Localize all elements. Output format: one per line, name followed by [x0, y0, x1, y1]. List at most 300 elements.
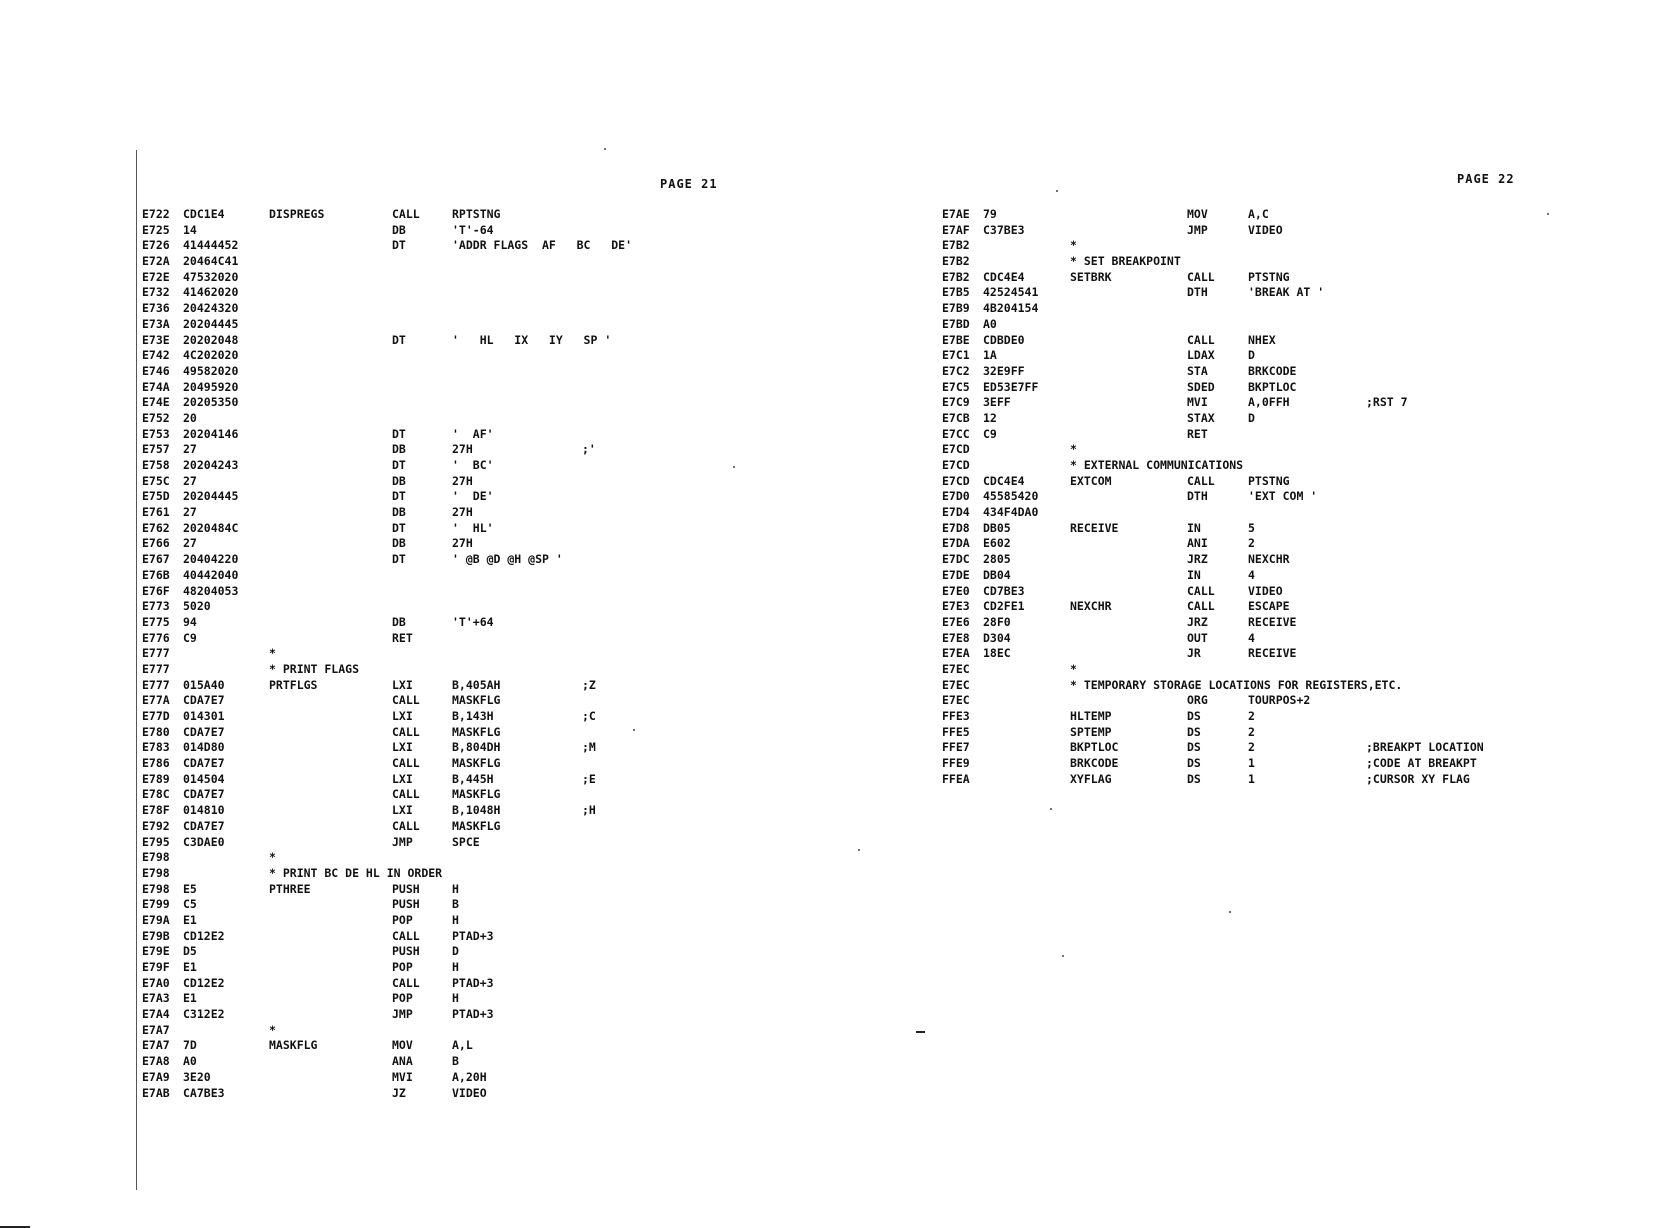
listing-line — [142, 1038, 742, 1054]
address-cell: E7CD — [942, 473, 970, 488]
listing-line — [142, 458, 742, 474]
object-code-cell: 20204243 — [183, 458, 239, 472]
scan-mark — [916, 1031, 925, 1033]
address-cell: E7AB — [142, 1085, 170, 1100]
object-code-cell: 2020484C — [183, 520, 239, 535]
listing-line — [142, 866, 742, 882]
object-code-cell: 18EC — [983, 646, 1011, 661]
mnemonic-cell: DT — [392, 489, 406, 504]
operand-cell: NHEX — [1248, 332, 1276, 347]
object-code-cell: 14 — [183, 222, 197, 237]
address-cell: E7BD — [942, 316, 970, 331]
mnemonic-cell: DT — [392, 426, 406, 441]
address-cell: E780 — [142, 724, 170, 739]
listing-line — [142, 505, 742, 521]
object-code-cell: E1 — [183, 912, 197, 927]
operand-cell: B — [452, 897, 459, 912]
mnemonic-cell: JMP — [1187, 222, 1208, 237]
mnemonic-cell: LXI — [392, 803, 413, 818]
object-code-cell: 79 — [983, 207, 997, 221]
operand-cell: 2 — [1248, 709, 1255, 723]
object-code-cell: 434F4DA0 — [983, 505, 1039, 520]
address-cell: E795 — [142, 834, 170, 849]
operand-cell: H — [452, 960, 459, 974]
listing-line — [142, 348, 742, 364]
mnemonic-cell: JRZ — [1187, 614, 1208, 629]
object-code-cell: D5 — [183, 944, 197, 959]
operand-cell: 27H — [452, 536, 473, 551]
object-code-cell: C5 — [183, 897, 197, 912]
label-cell: * — [269, 850, 276, 865]
operand-cell: 4 — [1248, 567, 1255, 582]
address-cell: E73A — [142, 316, 170, 331]
object-code-cell: CDC4E4 — [983, 473, 1025, 488]
operand-cell: VIDEO — [1248, 222, 1283, 237]
mnemonic-cell: DT — [392, 332, 406, 347]
address-cell: E73E — [142, 332, 170, 347]
mnemonic-cell: DTH — [1187, 285, 1208, 300]
listing-line — [142, 333, 742, 349]
mnemonic-cell: JMP — [392, 1007, 413, 1022]
address-cell: E726 — [142, 238, 170, 253]
operand-cell: ' HL' — [452, 520, 494, 535]
listing-line — [942, 568, 1582, 584]
object-code-cell: 41462020 — [183, 285, 239, 300]
listing-line — [142, 882, 742, 898]
label-cell: * EXTERNAL COMMUNICATIONS — [1070, 458, 1244, 472]
label-cell: BKPTLOC — [1070, 740, 1119, 755]
object-code-cell: CDA7E7 — [183, 756, 225, 771]
listing-line — [942, 646, 1582, 662]
address-cell: E77A — [142, 693, 170, 708]
mnemonic-cell: DB — [392, 473, 406, 488]
label-cell: XYFLAG — [1070, 771, 1112, 786]
address-cell: E7B2 — [942, 269, 970, 284]
object-code-cell: E1 — [183, 991, 197, 1006]
mnemonic-cell: CALL — [392, 693, 420, 708]
listing-line — [142, 1086, 742, 1102]
address-cell: E75D — [142, 489, 170, 504]
operand-cell: 5 — [1248, 520, 1255, 535]
mnemonic-cell: MVI — [1187, 395, 1208, 410]
object-code-cell: 48204053 — [183, 583, 239, 598]
mnemonic-cell: STA — [1187, 363, 1208, 378]
object-code-cell: C37BE3 — [983, 222, 1025, 237]
operand-cell: VIDEO — [452, 1085, 487, 1100]
listing-line — [142, 725, 742, 741]
listing-line — [142, 238, 742, 254]
listing-line — [142, 552, 742, 568]
operand-cell: 'EXT COM ' — [1248, 489, 1318, 504]
listing-line — [142, 991, 742, 1007]
operand-cell: 27H — [452, 442, 473, 457]
listing-line — [142, 270, 742, 286]
listing-line — [142, 803, 742, 819]
listing-line — [142, 395, 742, 411]
listing-line — [942, 709, 1582, 725]
object-code-cell: 20495920 — [183, 379, 239, 394]
operand-cell: 'T'+64 — [452, 614, 494, 629]
listing-line — [942, 207, 1582, 223]
listing-line — [942, 489, 1582, 505]
mnemonic-cell: CALL — [1187, 269, 1215, 284]
label-cell: MASKFLG — [269, 1038, 318, 1053]
object-code-cell: 20204445 — [183, 489, 239, 504]
address-cell: E7CD — [942, 458, 970, 472]
address-cell: E79A — [142, 912, 170, 927]
listing-line — [142, 285, 742, 301]
operand-cell: H — [452, 991, 459, 1006]
listing-line — [942, 756, 1582, 772]
mnemonic-cell: CALL — [1187, 332, 1215, 347]
listing-line — [942, 521, 1582, 537]
mnemonic-cell: LDAX — [1187, 348, 1215, 363]
address-cell: E7B5 — [942, 285, 970, 300]
address-cell: FFEA — [942, 771, 970, 786]
mnemonic-cell: SDED — [1187, 379, 1215, 394]
label-cell: * — [1070, 238, 1077, 253]
object-code-cell: 94 — [183, 614, 197, 629]
address-cell: E7E8 — [942, 630, 970, 645]
address-cell: E72A — [142, 254, 170, 269]
object-code-cell: 5020 — [183, 599, 211, 614]
address-cell: E777 — [142, 661, 170, 676]
label-cell: * — [1070, 442, 1077, 457]
address-cell: E783 — [142, 740, 170, 755]
operand-cell: B,405AH — [452, 677, 501, 692]
mnemonic-cell: DB — [392, 614, 406, 629]
address-cell: E7C9 — [942, 395, 970, 410]
listing-line — [942, 348, 1582, 364]
object-code-cell: 2805 — [983, 552, 1011, 567]
object-code-cell: CDA7E7 — [183, 787, 225, 802]
address-cell: E78F — [142, 803, 170, 818]
operand-cell: RECEIVE — [1248, 614, 1297, 629]
listing-line — [942, 505, 1582, 521]
operand-cell: MASKFLG — [452, 693, 501, 708]
operand-cell: VIDEO — [1248, 583, 1283, 598]
operand-cell: H — [452, 912, 459, 927]
address-cell: E742 — [142, 348, 170, 363]
object-code-cell: 20 — [183, 410, 197, 425]
listing-line — [142, 1007, 742, 1023]
object-code-cell: 20404220 — [183, 552, 239, 567]
address-cell: FFE9 — [942, 756, 970, 771]
object-code-cell: CD7BE3 — [983, 583, 1025, 598]
object-code-cell: 3E20 — [183, 1069, 211, 1084]
object-code-cell: CD12E2 — [183, 928, 225, 943]
address-cell: E7CB — [942, 410, 970, 425]
label-cell: PTHREE — [269, 881, 311, 896]
listing-line — [142, 819, 742, 835]
label-cell: NEXCHR — [1070, 599, 1112, 614]
operand-cell: D — [1248, 410, 1255, 425]
operand-cell: 2 — [1248, 740, 1255, 755]
object-code-cell: 42524541 — [983, 285, 1039, 300]
operand-cell: PTAD+3 — [452, 928, 494, 943]
mnemonic-cell: DB — [392, 222, 406, 237]
object-code-cell: ED53E7FF — [983, 379, 1039, 394]
listing-line — [942, 678, 1582, 694]
listing-line — [142, 1070, 742, 1086]
page-edge-line — [136, 150, 137, 1190]
comment-cell: ;RST 7 — [1366, 395, 1408, 410]
mnemonic-cell: DS — [1187, 740, 1201, 755]
label-cell: PRTFLGS — [269, 677, 318, 692]
object-code-cell: 1A — [983, 348, 997, 363]
operand-cell: 1 — [1248, 771, 1255, 786]
address-cell: E777 — [142, 677, 170, 692]
mnemonic-cell: ANA — [392, 1054, 413, 1069]
listing-line — [142, 913, 742, 929]
address-cell: E7E6 — [942, 614, 970, 629]
listing-line — [142, 489, 742, 505]
operand-cell: A,C — [1248, 207, 1269, 221]
operand-cell: 'BREAK AT ' — [1248, 285, 1325, 300]
mnemonic-cell: DS — [1187, 709, 1201, 723]
mnemonic-cell: LXI — [392, 740, 413, 755]
listing-line — [942, 364, 1582, 380]
operand-cell: 27H — [452, 473, 473, 488]
object-code-cell: 20204146 — [183, 426, 239, 441]
operand-cell: MASKFLG — [452, 724, 501, 739]
object-code-cell: CDA7E7 — [183, 724, 225, 739]
comment-cell: ;CODE AT BREAKPT — [1366, 756, 1477, 771]
listing-line — [942, 584, 1582, 600]
operand-cell: A,20H — [452, 1069, 487, 1084]
listing-line — [142, 380, 742, 396]
object-code-cell: E602 — [983, 536, 1011, 551]
listing-line — [942, 270, 1582, 286]
listing-line — [142, 207, 742, 223]
scan-speck — [1062, 955, 1064, 957]
address-cell: FFE7 — [942, 740, 970, 755]
address-cell: E76B — [142, 567, 170, 582]
scan-speck — [604, 148, 606, 150]
listing-line — [142, 772, 742, 788]
mnemonic-cell: POP — [392, 912, 413, 927]
address-cell: E7A4 — [142, 1007, 170, 1022]
mnemonic-cell: CALL — [1187, 583, 1215, 598]
mnemonic-cell: DT — [392, 520, 406, 535]
listing-line — [142, 646, 742, 662]
mnemonic-cell: DB — [392, 505, 406, 520]
mnemonic-cell: CALL — [1187, 599, 1215, 614]
address-cell: E7CC — [942, 426, 970, 441]
operand-cell: ESCAPE — [1248, 599, 1290, 614]
object-code-cell: E5 — [183, 881, 197, 896]
operand-cell: ' BC' — [452, 458, 494, 472]
listing-line — [142, 740, 742, 756]
address-cell: E732 — [142, 285, 170, 300]
mnemonic-cell: POP — [392, 960, 413, 974]
label-cell: * PRINT BC DE HL IN ORDER — [269, 865, 443, 880]
operand-cell: A,L — [452, 1038, 473, 1053]
object-code-cell: 3EFF — [983, 395, 1011, 410]
mnemonic-cell: LXI — [392, 709, 413, 723]
listing-line — [942, 380, 1582, 396]
address-cell: E762 — [142, 520, 170, 535]
scan-speck — [633, 729, 635, 731]
address-cell: E722 — [142, 207, 170, 221]
listing-line — [142, 364, 742, 380]
listing-line — [142, 944, 742, 960]
operand-cell: MASKFLG — [452, 818, 501, 833]
comment-cell: ;E — [582, 771, 596, 786]
comment-cell: ;CURSOR XY FLAG — [1366, 771, 1470, 786]
listing-line — [942, 442, 1582, 458]
address-cell: E761 — [142, 505, 170, 520]
object-code-cell: A0 — [983, 316, 997, 331]
comment-cell: ;C — [582, 709, 596, 723]
mnemonic-cell: DS — [1187, 724, 1201, 739]
operand-cell: B,1048H — [452, 803, 501, 818]
address-cell: E786 — [142, 756, 170, 771]
listing-line — [142, 584, 742, 600]
address-cell: E79E — [142, 944, 170, 959]
address-cell: E798 — [142, 865, 170, 880]
mnemonic-cell: DT — [392, 238, 406, 253]
object-code-cell: C3DAE0 — [183, 834, 225, 849]
address-cell: E7A0 — [142, 975, 170, 990]
listing-line — [142, 709, 742, 725]
object-code-cell: 20204445 — [183, 316, 239, 331]
address-cell: E7A7 — [142, 1022, 170, 1037]
address-cell: E74E — [142, 395, 170, 410]
mnemonic-cell: DS — [1187, 756, 1201, 771]
mnemonic-cell: IN — [1187, 567, 1201, 582]
object-code-cell: E1 — [183, 960, 197, 974]
operand-cell: BRKCODE — [1248, 363, 1297, 378]
mnemonic-cell: OUT — [1187, 630, 1208, 645]
address-cell: E79B — [142, 928, 170, 943]
object-code-cell: DB05 — [983, 520, 1011, 535]
address-cell: FFE5 — [942, 724, 970, 739]
mnemonic-cell: PUSH — [392, 897, 420, 912]
address-cell: E798 — [142, 881, 170, 896]
address-cell: E752 — [142, 410, 170, 425]
scan-speck — [858, 849, 860, 851]
object-code-cell: 7D — [183, 1038, 197, 1053]
address-cell: E798 — [142, 850, 170, 865]
listing-line — [142, 662, 742, 678]
mnemonic-cell: ORG — [1187, 693, 1208, 708]
address-cell: E776 — [142, 630, 170, 645]
object-code-cell: C312E2 — [183, 1007, 225, 1022]
address-cell: E758 — [142, 458, 170, 472]
page-number-left: PAGE 21 — [660, 177, 718, 191]
listing-line — [142, 693, 742, 709]
address-cell: E7A7 — [142, 1038, 170, 1053]
operand-cell: ' HL IX IY SP ' — [452, 332, 612, 347]
listing-line — [142, 254, 742, 270]
object-code-cell: CD2FE1 — [983, 599, 1025, 614]
listing-line — [942, 395, 1582, 411]
object-code-cell: 014810 — [183, 803, 225, 818]
address-cell: E746 — [142, 363, 170, 378]
operand-cell: ' AF' — [452, 426, 494, 441]
listing-line — [942, 458, 1582, 474]
mnemonic-cell: DS — [1187, 771, 1201, 786]
operand-cell: B — [452, 1054, 459, 1069]
operand-cell: B,804DH — [452, 740, 501, 755]
object-code-cell: 20424320 — [183, 301, 239, 316]
listing-line — [142, 1054, 742, 1070]
listing-line — [942, 693, 1582, 709]
mnemonic-cell: CALL — [392, 724, 420, 739]
listing-line — [942, 631, 1582, 647]
address-cell: E7D0 — [942, 489, 970, 504]
listing-line — [942, 772, 1582, 788]
listing-line — [942, 599, 1582, 615]
mnemonic-cell: PUSH — [392, 881, 420, 896]
comment-cell: ;M — [582, 740, 596, 755]
listing-line — [142, 317, 742, 333]
scan-speck — [733, 466, 735, 468]
label-cell: HLTEMP — [1070, 709, 1112, 723]
address-cell: E7D8 — [942, 520, 970, 535]
object-code-cell: CDC1E4 — [183, 207, 225, 221]
address-cell: E7AF — [942, 222, 970, 237]
listing-line — [142, 536, 742, 552]
listing-line — [942, 662, 1582, 678]
address-cell: E792 — [142, 818, 170, 833]
mnemonic-cell: DT — [392, 458, 406, 472]
address-cell: E7B9 — [942, 301, 970, 316]
address-cell: E78C — [142, 787, 170, 802]
scan-speck — [1547, 213, 1549, 215]
operand-cell: 'ADDR FLAGS AF BC DE' — [452, 238, 633, 253]
address-cell: E7EC — [942, 661, 970, 676]
listing-line — [142, 631, 742, 647]
listing-line — [142, 835, 742, 851]
mnemonic-cell: LXI — [392, 677, 413, 692]
comment-cell: ;BREAKPT LOCATION — [1366, 740, 1484, 755]
listing-line — [142, 427, 742, 443]
address-cell: E7EA — [942, 646, 970, 661]
label-cell: EXTCOM — [1070, 473, 1112, 488]
operand-cell: MASKFLG — [452, 787, 501, 802]
object-code-cell: 28F0 — [983, 614, 1011, 629]
address-cell: E7AE — [942, 207, 970, 221]
operand-cell: ' DE' — [452, 489, 494, 504]
listing-line — [142, 411, 742, 427]
listing-line — [142, 929, 742, 945]
label-cell: SPTEMP — [1070, 724, 1112, 739]
listing-line — [142, 521, 742, 537]
operand-cell: PTSTNG — [1248, 269, 1290, 284]
mnemonic-cell: JMP — [392, 834, 413, 849]
object-code-cell: 41444452 — [183, 238, 239, 253]
address-cell: E72E — [142, 269, 170, 284]
operand-cell: PTAD+3 — [452, 1007, 494, 1022]
operand-cell: 27H — [452, 505, 473, 520]
address-cell: E753 — [142, 426, 170, 441]
label-cell: RECEIVE — [1070, 520, 1119, 535]
address-cell: E7C2 — [942, 363, 970, 378]
listing-line — [942, 254, 1582, 270]
object-code-cell: 015A40 — [183, 677, 225, 692]
object-code-cell: 20464C41 — [183, 254, 239, 269]
scan-speck — [1050, 808, 1052, 810]
object-code-cell: 40442040 — [183, 567, 239, 582]
mnemonic-cell: DB — [392, 536, 406, 551]
object-code-cell: 27 — [183, 473, 197, 488]
address-cell: E766 — [142, 536, 170, 551]
address-cell: E76F — [142, 583, 170, 598]
mnemonic-cell: JRZ — [1187, 552, 1208, 567]
operand-cell: TOURPOS+2 — [1248, 693, 1311, 708]
